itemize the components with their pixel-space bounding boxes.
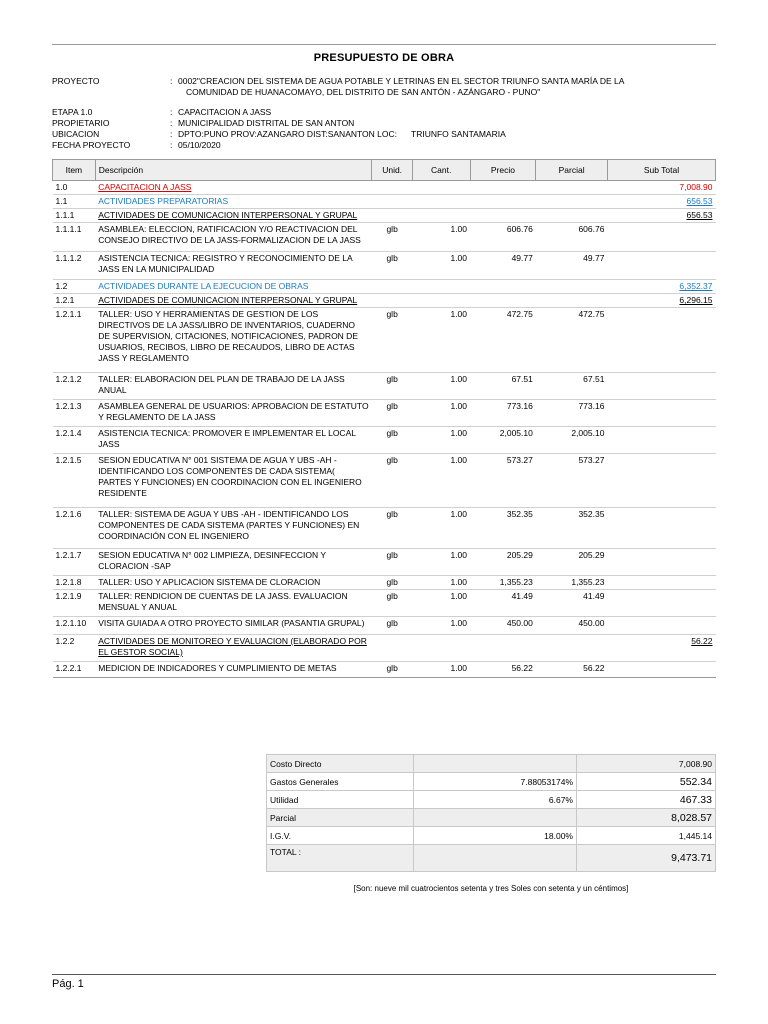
row-subtotal: 656.53 — [607, 209, 715, 223]
row-desc: TALLER: RENDICION DE CUENTAS DE LA JASS. EVALUACION MENSUAL Y ANUAL — [95, 590, 372, 617]
row-precio — [470, 635, 536, 662]
row-parcial: 56.22 — [536, 662, 608, 678]
project-info — [52, 76, 716, 151]
row-item: 1.1.1.1 — [53, 223, 96, 252]
table-row — [53, 590, 716, 617]
row-item: 1.1 — [53, 195, 96, 209]
colon: : — [170, 140, 173, 150]
fecha-row — [52, 140, 716, 151]
summary-table — [266, 754, 716, 872]
summary-gastos-generales — [267, 773, 716, 791]
row-unid: glb — [372, 590, 412, 617]
table-row — [53, 617, 716, 635]
propietario-value: MUNICIPALIDAD DISTRITAL DE SAN ANTON — [178, 118, 355, 128]
table-row — [53, 427, 716, 454]
etapa-row — [52, 107, 716, 118]
row-precio — [470, 280, 536, 294]
parcial-value: 8,028.57 — [577, 809, 716, 827]
row-desc: ASISTENCIA TECNICA: REGISTRO Y RECONOCIMIENTO DE LA JASS EN LA MUNICIPALIDAD — [95, 252, 372, 280]
row-cant — [412, 280, 470, 294]
row-cant: 1.00 — [412, 223, 470, 252]
row-precio: 573.27 — [470, 454, 536, 508]
project-row — [52, 76, 716, 98]
header-descripcion: Descripción — [95, 160, 372, 181]
row-precio — [470, 195, 536, 209]
row-subtotal — [607, 508, 715, 549]
amount-in-words: [Son: nueve mil cuatrocientos setenta y tres Soles con setenta y un céntimos] — [353, 884, 629, 893]
gastos-pct: 7.88053174% — [414, 773, 577, 791]
total-label: TOTAL : — [267, 845, 414, 872]
row-desc: VISITA GUIADA A OTRO PROYECTO SIMILAR (PASANTIA GRUPAL) — [95, 617, 372, 635]
row-parcial: 2,005.10 — [536, 427, 608, 454]
row-unid: glb — [372, 223, 412, 252]
row-parcial: 49.77 — [536, 252, 608, 280]
row-item: 1.2.1.2 — [53, 373, 96, 400]
table-row — [53, 400, 716, 427]
header-precio: Precio — [470, 160, 536, 181]
summary-utilidad — [267, 791, 716, 809]
row-item: 1.2.2.1 — [53, 662, 96, 678]
row-unid — [372, 635, 412, 662]
row-subtotal — [607, 454, 715, 508]
table-row — [53, 508, 716, 549]
row-precio: 41.49 — [470, 590, 536, 617]
header-unid: Unid. — [372, 160, 412, 181]
row-unid: glb — [372, 400, 412, 427]
total-pct — [414, 845, 577, 872]
row-desc: ACTIVIDADES DE COMUNICACION INTERPERSONAL Y GRUPAL — [95, 209, 372, 223]
row-subtotal — [607, 590, 715, 617]
table-row — [53, 181, 716, 195]
gastos-label: Gastos Generales — [267, 773, 414, 791]
row-parcial: 450.00 — [536, 617, 608, 635]
row-subtotal — [607, 252, 715, 280]
row-subtotal — [607, 427, 715, 454]
row-parcial — [536, 195, 608, 209]
row-desc: CAPACITACION A JASS — [95, 181, 372, 195]
project-name — [178, 76, 716, 98]
propietario-label: PROPIETARIO — [52, 118, 110, 128]
row-desc: MEDICION DE INDICADORES Y CUMPLIMIENTO DE METAS — [95, 662, 372, 678]
row-cant: 1.00 — [412, 373, 470, 400]
row-subtotal — [607, 617, 715, 635]
colon: : — [170, 118, 173, 128]
row-precio: 49.77 — [470, 252, 536, 280]
table-row — [53, 662, 716, 678]
parcial-label: Parcial — [267, 809, 414, 827]
table-row — [53, 576, 716, 590]
row-item: 1.2.1.4 — [53, 427, 96, 454]
table-header-row — [53, 160, 716, 181]
row-unid: glb — [372, 576, 412, 590]
summary-costo-directo — [267, 755, 716, 773]
row-precio: 2,005.10 — [470, 427, 536, 454]
header-subtotal: Sub Total — [607, 160, 715, 181]
row-unid — [372, 181, 412, 195]
row-unid: glb — [372, 454, 412, 508]
row-subtotal: 656.53 — [607, 195, 715, 209]
row-parcial: 472.75 — [536, 308, 608, 373]
row-precio — [470, 294, 536, 308]
project-name-line1: 0002"CREACION DEL SISTEMA DE AGUA POTABLE Y LETRINAS EN EL SECTOR TRIUNFO SANTA MARÍA DE LA — [178, 76, 625, 86]
costo-directo-pct — [414, 755, 577, 773]
summary-parcial — [267, 809, 716, 827]
row-parcial: 67.51 — [536, 373, 608, 400]
row-subtotal — [607, 223, 715, 252]
row-precio — [470, 209, 536, 223]
header-parcial: Parcial — [536, 160, 608, 181]
row-desc: ACTIVIDADES DURANTE LA EJECUCION DE OBRAS — [95, 280, 372, 294]
row-parcial — [536, 280, 608, 294]
row-cant: 1.00 — [412, 617, 470, 635]
row-item: 1.2.1.10 — [53, 617, 96, 635]
table-row — [53, 280, 716, 294]
row-unid: glb — [372, 252, 412, 280]
row-precio: 205.29 — [470, 549, 536, 576]
colon: : — [170, 76, 173, 86]
row-subtotal — [607, 400, 715, 427]
table-row — [53, 294, 716, 308]
budget-table — [52, 159, 716, 678]
row-item: 1.2.1.1 — [53, 308, 96, 373]
row-item: 1.1.1.2 — [53, 252, 96, 280]
row-desc: TALLER: ELABORACION DEL PLAN DE TRABAJO DE LA JASS ANUAL — [95, 373, 372, 400]
table-row — [53, 223, 716, 252]
table-row — [53, 454, 716, 508]
row-item: 1.2.1 — [53, 294, 96, 308]
header-item: Item — [53, 160, 96, 181]
row-item: 1.0 — [53, 181, 96, 195]
table-row — [53, 373, 716, 400]
row-cant: 1.00 — [412, 427, 470, 454]
parcial-pct — [414, 809, 577, 827]
utilidad-label: Utilidad — [267, 791, 414, 809]
row-desc: ASAMBLEA GENERAL DE USUARIOS: APROBACION DE ESTATUTO Y REGLAMENTO DE LA JASS — [95, 400, 372, 427]
row-cant — [412, 209, 470, 223]
row-subtotal — [607, 662, 715, 678]
row-cant — [412, 195, 470, 209]
table-row — [53, 549, 716, 576]
row-parcial — [536, 294, 608, 308]
utilidad-pct: 6.67% — [414, 791, 577, 809]
row-unid — [372, 280, 412, 294]
summary-igv — [267, 827, 716, 845]
row-parcial — [536, 635, 608, 662]
row-subtotal — [607, 373, 715, 400]
row-cant: 1.00 — [412, 590, 470, 617]
row-cant: 1.00 — [412, 454, 470, 508]
row-parcial: 352.35 — [536, 508, 608, 549]
igv-pct: 18.00% — [414, 827, 577, 845]
table-row — [53, 635, 716, 662]
row-precio — [470, 181, 536, 195]
row-precio: 1,355.23 — [470, 576, 536, 590]
row-cant: 1.00 — [412, 549, 470, 576]
row-item: 1.2.1.3 — [53, 400, 96, 427]
table-row — [53, 209, 716, 223]
page-number: Pág. 1 — [52, 978, 84, 990]
igv-label: I.G.V. — [267, 827, 414, 845]
etapa-value: CAPACITACION A JASS — [178, 107, 272, 117]
summary-total — [267, 845, 716, 872]
row-cant: 1.00 — [412, 508, 470, 549]
colon: : — [170, 129, 173, 139]
fecha-value: 05/10/2020 — [178, 140, 221, 150]
row-precio: 773.16 — [470, 400, 536, 427]
row-subtotal — [607, 308, 715, 373]
row-unid: glb — [372, 662, 412, 678]
row-parcial: 773.16 — [536, 400, 608, 427]
igv-value: 1,445.14 — [577, 827, 716, 845]
row-precio: 67.51 — [470, 373, 536, 400]
row-cant: 1.00 — [412, 308, 470, 373]
row-unid: glb — [372, 508, 412, 549]
row-item: 1.2.1.8 — [53, 576, 96, 590]
header-cant: Cant. — [412, 160, 470, 181]
row-cant — [412, 294, 470, 308]
ubicacion-value: DPTO:PUNO PROV:AZANGARO DIST:SANANTON LOC: TRIUNFO SANTAMARIA — [178, 129, 506, 139]
row-item: 1.2.1.9 — [53, 590, 96, 617]
row-item: 1.2.2 — [53, 635, 96, 662]
row-subtotal: 56.22 — [607, 635, 715, 662]
row-precio: 450.00 — [470, 617, 536, 635]
row-parcial: 205.29 — [536, 549, 608, 576]
row-desc: ACTIVIDADES DE MONITOREO Y EVALUACION (ELABORADO POR EL GESTOR SOCIAL) — [95, 635, 372, 662]
row-desc: ASAMBLEA: ELECCION, RATIFICACION Y/O REACTIVACION DEL CONSEJO DIRECTIVO DE LA JASS-FORMALIZACION DE LA JASS — [95, 223, 372, 252]
project-label: PROYECTO — [52, 76, 100, 86]
costo-directo-value: 7,008.90 — [577, 755, 716, 773]
etapa-label: ETAPA 1.0 — [52, 107, 93, 117]
row-unid: glb — [372, 549, 412, 576]
row-precio: 472.75 — [470, 308, 536, 373]
row-desc: TALLER: SISTEMA DE AGUA Y UBS -AH - IDENTIFICANDO LOS COMPONENTES DE CADA SISTEMA (PARTES Y FUNCIONES) EN COORDINACIÓN CON EL INGENIERO — [95, 508, 372, 549]
row-cant: 1.00 — [412, 400, 470, 427]
utilidad-value: 467.33 — [577, 791, 716, 809]
row-subtotal: 6,352.37 — [607, 280, 715, 294]
top-rule — [52, 44, 716, 45]
row-item: 1.2.1.6 — [53, 508, 96, 549]
row-parcial: 41.49 — [536, 590, 608, 617]
fecha-label: FECHA PROYECTO — [52, 140, 131, 150]
row-subtotal: 6,296.15 — [607, 294, 715, 308]
row-cant — [412, 181, 470, 195]
row-parcial — [536, 209, 608, 223]
row-item: 1.2 — [53, 280, 96, 294]
row-desc: TALLER: USO Y APLICACION SISTEMA DE CLORACION — [95, 576, 372, 590]
document-title: PRESUPUESTO DE OBRA — [313, 52, 455, 64]
row-desc: TALLER: USO Y HERRAMIENTAS DE GESTION DE LOS DIRECTIVOS DE LA JASS/LIBRO DE INVENTARIOS, CUADERNO DE SUPERVISION, CITACIONES, NOTIFICACIONES, PADRON DE USUARIOS, RECIBOS, LIBRO DE RECAUDOS, LIBRO DE ACTAS JASS Y REGLAMENTO — [95, 308, 372, 373]
gastos-value: 552.34 — [577, 773, 716, 791]
row-parcial: 573.27 — [536, 454, 608, 508]
table-row — [53, 308, 716, 373]
row-item: 1.1.1 — [53, 209, 96, 223]
row-precio: 352.35 — [470, 508, 536, 549]
row-cant — [412, 635, 470, 662]
table-row — [53, 252, 716, 280]
row-precio: 56.22 — [470, 662, 536, 678]
row-desc: SESION EDUCATIVA N° 001 SISTEMA DE AGUA Y UBS -AH - IDENTIFICANDO LOS COMPONENTES DE CADA SISTEMA( PARTES Y FUNCIONES) EN COORDINACION CON EL INGENIERO RESIDENTE — [95, 454, 372, 508]
row-item: 1.2.1.7 — [53, 549, 96, 576]
row-cant: 1.00 — [412, 252, 470, 280]
row-item: 1.2.1.5 — [53, 454, 96, 508]
row-unid — [372, 195, 412, 209]
propietario-row — [52, 118, 716, 129]
row-parcial — [536, 181, 608, 195]
row-parcial: 1,355.23 — [536, 576, 608, 590]
ubicacion-label: UBICACION — [52, 129, 100, 139]
row-desc: ACTIVIDADES DE COMUNICACION INTERPERSONAL Y GRUPAL — [95, 294, 372, 308]
row-precio: 606.76 — [470, 223, 536, 252]
row-unid: glb — [372, 617, 412, 635]
row-desc: SESION EDUCATIVA N° 002 LIMPIEZA, DESINFECCION Y CLORACION -SAP — [95, 549, 372, 576]
row-desc: ASISTENCIA TECNICA: PROMOVER E IMPLEMENTAR EL LOCAL JASS — [95, 427, 372, 454]
ubicacion-row — [52, 129, 716, 140]
row-unid — [372, 209, 412, 223]
row-cant: 1.00 — [412, 576, 470, 590]
costo-directo-label: Costo Directo — [267, 755, 414, 773]
footer-rule — [52, 974, 716, 975]
project-name-line2: COMUNIDAD DE HUANACOMAYO, DEL DISTRITO DE SAN ANTÓN - AZÁNGARO - PUNO" — [186, 87, 541, 97]
row-unid: glb — [372, 308, 412, 373]
row-unid — [372, 294, 412, 308]
row-subtotal — [607, 576, 715, 590]
row-cant: 1.00 — [412, 662, 470, 678]
row-subtotal: 7,008.90 — [607, 181, 715, 195]
row-unid: glb — [372, 427, 412, 454]
total-value: 9,473.71 — [577, 845, 716, 872]
row-unid: glb — [372, 373, 412, 400]
row-desc: ACTIVIDADES PREPARATORIAS — [95, 195, 372, 209]
row-subtotal — [607, 549, 715, 576]
row-parcial: 606.76 — [536, 223, 608, 252]
colon: : — [170, 107, 173, 117]
table-row — [53, 195, 716, 209]
